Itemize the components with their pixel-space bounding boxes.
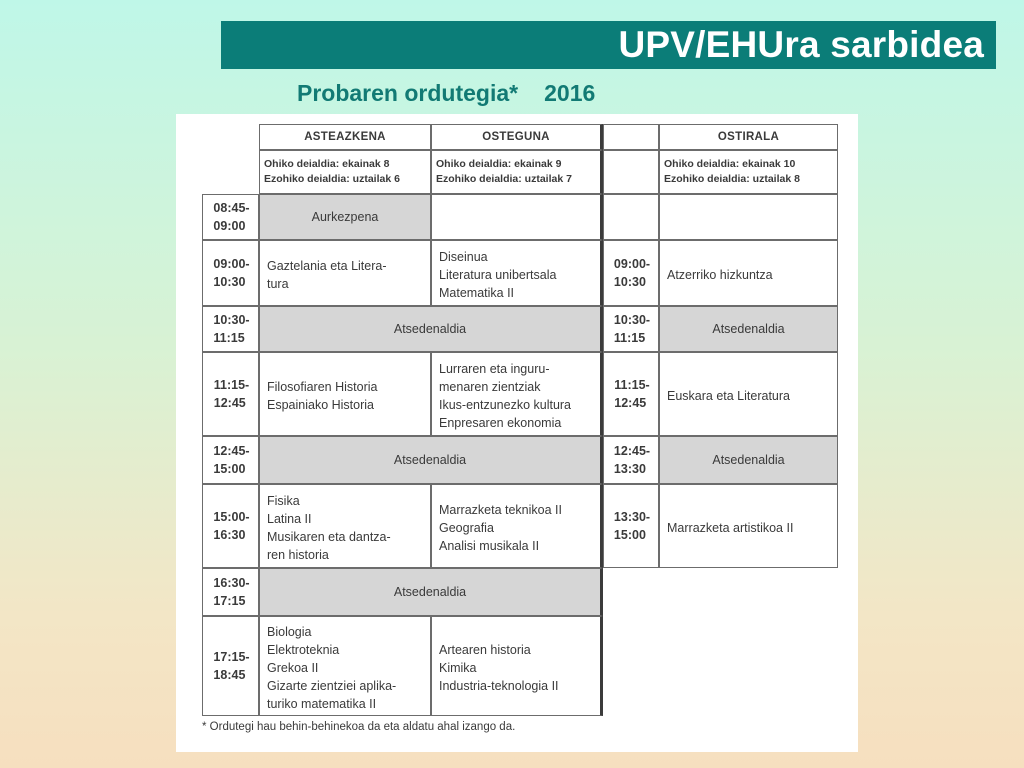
break-cell: Atsedenaldia [659, 306, 838, 352]
time-slot-right: 13:30- 15:00 [603, 484, 659, 568]
subject-cell: Diseinua Literatura unibertsala Matematika II [431, 240, 603, 306]
presentation-cell: Aurkezpena [259, 194, 431, 240]
dates-wednesday: Ohiko deialdia: ekainak 8 Ezohiko deialdia: uztailak 6 [259, 150, 431, 194]
subject-cell: Fisika Latina II Musikaren eta dantza- ren historia [259, 484, 431, 568]
time-slot: 09:00- 10:30 [202, 240, 259, 306]
break-cell: Atsedenaldia [259, 568, 603, 616]
time-slot: 12:45- 15:00 [202, 436, 259, 484]
empty-cell [659, 194, 838, 240]
subject-cell: Euskara eta Literatura [659, 352, 838, 436]
time-slot-right: 12:45- 13:30 [603, 436, 659, 484]
empty-cell [603, 194, 659, 240]
dates-friday: Ohiko deialdia: ekainak 10 Ezohiko deialdia: uztailak 8 [659, 150, 838, 194]
empty-cell [431, 194, 603, 240]
subject-cell: Filosofiaren Historia Espainiako Historia [259, 352, 431, 436]
day-header-thursday: OSTEGUNA [431, 124, 603, 150]
time-slot-right: 09:00- 10:30 [603, 240, 659, 306]
subtitle-text: Probaren ordutegia* [297, 80, 519, 106]
time-slot: 17:15- 18:45 [202, 616, 259, 716]
break-cell: Atsedenaldia [259, 436, 603, 484]
subtitle-year: 2016 [544, 80, 596, 106]
time-slot: 08:45- 09:00 [202, 194, 259, 240]
time-slot: 16:30- 17:15 [202, 568, 259, 616]
subject-cell: Atzerriko hizkuntza [659, 240, 838, 306]
subject-cell: Gaztelania eta Litera- tura [259, 240, 431, 306]
dates-thursday: Ohiko deialdia: ekainak 9 Ezohiko deialdia: uztailak 7 [431, 150, 603, 194]
day-header-wednesday: ASTEAZKENA [259, 124, 431, 150]
slide-title: UPV/EHUra sarbidea [221, 21, 996, 69]
break-cell: Atsedenaldia [259, 306, 603, 352]
day-header-friday: OSTIRALA [659, 124, 838, 150]
header-spacer [603, 124, 659, 150]
break-cell: Atsedenaldia [659, 436, 838, 484]
subject-cell: Marrazketa artistikoa II [659, 484, 838, 568]
time-slot-right: 11:15- 12:45 [603, 352, 659, 436]
schedule-subtitle [297, 80, 595, 107]
subject-cell: Artearen historia Kimika Industria-teknologia II [431, 616, 603, 716]
footnote: * Ordutegi hau behin-behinekoa da eta aldatu ahal izango da. [202, 721, 516, 733]
time-slot: 10:30- 11:15 [202, 306, 259, 352]
time-slot: 15:00- 16:30 [202, 484, 259, 568]
time-slot: 11:15- 12:45 [202, 352, 259, 436]
subject-cell: Marrazketa teknikoa II Geografia Analisi musikala II [431, 484, 603, 568]
dates-spacer [603, 150, 659, 194]
subject-cell: Biologia Elektroteknia Grekoa II Gizarte zientziei aplika- turiko matematika II [259, 616, 431, 716]
schedule-sheet [176, 114, 858, 752]
time-slot-right: 10:30- 11:15 [603, 306, 659, 352]
subject-cell: Lurraren eta inguru- menaren zientziak Ikus-entzunezko kultura Enpresaren ekonomia [431, 352, 603, 436]
